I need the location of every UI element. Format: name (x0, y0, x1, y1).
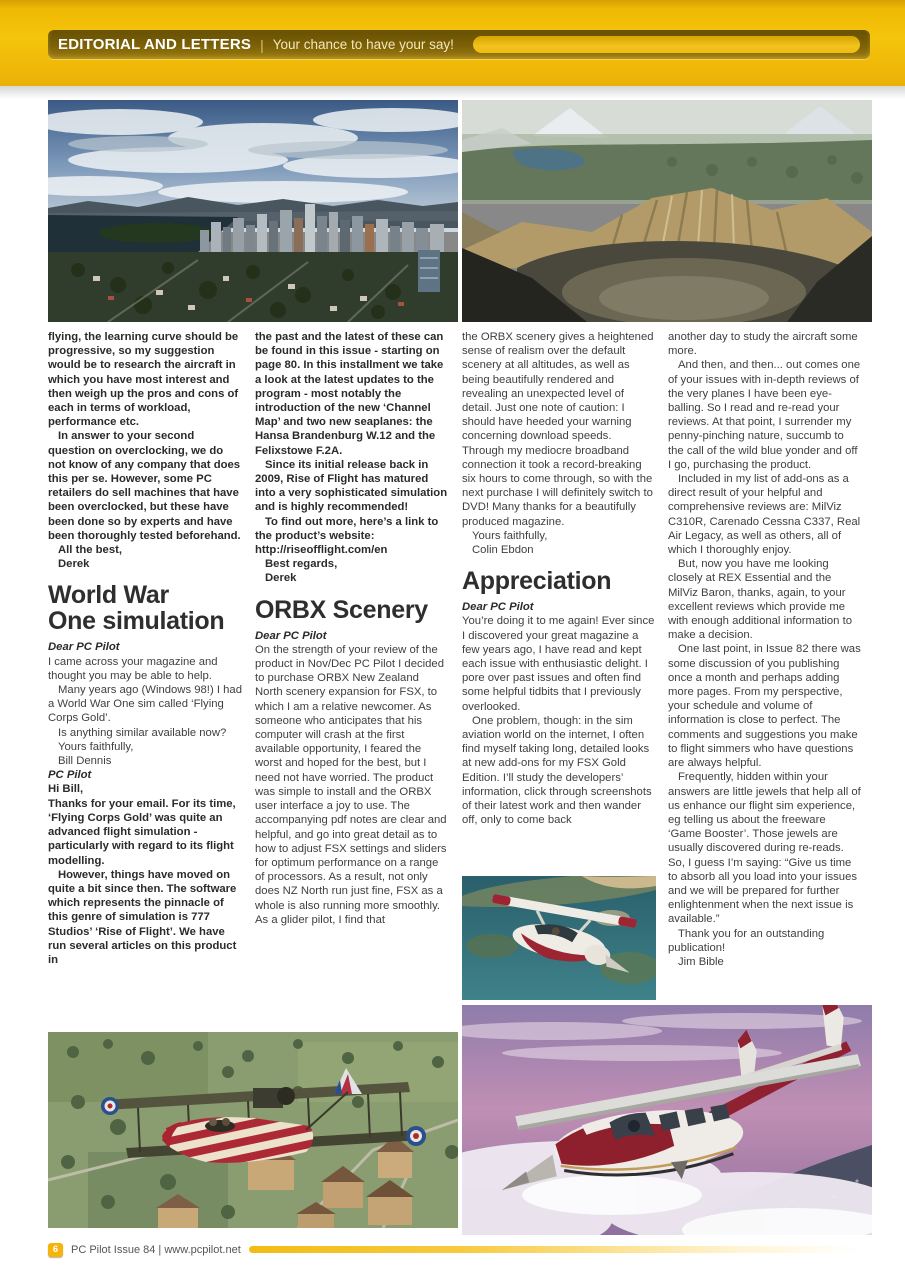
page-footer (48, 1242, 860, 1257)
letter-paragraph: Included in my list of add-ons as a direct result of your helpful and comprehensive reviews are: MilViz C310R, Carenado Cessna C337, Real Air Legacy, as well as others, all of which I thoroughly enjoy. (668, 473, 861, 557)
signoff-name: Colin Ebdon (472, 544, 534, 557)
letter-paragraph: Frequently, hidden within your answers are little jewels that help all of us enhance our flight sim experience, eg telling us about the freeware ‘Game Booster’. Those jewels are usually discovered during re-reads. So, I guess I’m saying: “Give us time to absorb all you load into your issues and we will be prepared for further enlightenment when the next issue is available.” (668, 771, 861, 926)
biplane-illustration (48, 1032, 458, 1228)
letter-paragraph: another day to study the aircraft some more. (668, 331, 858, 358)
letter-salutation: Dear PC Pilot (48, 641, 120, 654)
cessna-illustration (462, 1005, 872, 1235)
heading-line-2: One simulation (48, 607, 225, 636)
letter-paragraph: One problem, though: in the sim aviation world on the internet, I often find myself taking long, detailed looks at new add-ons for my FSX Gold Edition. I’ll study the developers’ information, click through screenshots of their latest work and then wander off, only to come back (462, 714, 652, 827)
letter-salutation: Dear PC Pilot (462, 601, 534, 614)
banner-accent-bar (473, 36, 860, 53)
mountain-illustration (462, 100, 872, 322)
section-title: EDITORIAL AND LETTERS (58, 36, 252, 53)
letter-paragraph: Many years ago (Windows 98!) I had a World War One sim called ‘Flying Corps Gold’. (48, 684, 242, 725)
heading-world-war-one-simulation (48, 582, 242, 634)
mountain-terrain-image (462, 100, 872, 322)
signoff-line: All the best, (58, 544, 123, 557)
footer-rule (249, 1246, 860, 1253)
city-illustration (48, 100, 458, 322)
editor-reply-paragraph: To find out more, here’s a link to the product’s website: http://riseofflight.com/en (255, 515, 439, 557)
letter-paragraph: I came across your magazine and thought you may be able to help. (48, 655, 218, 682)
editor-reply-paragraph: In answer to your second question on overclocking, we do not know of any company that does this per se. However, some PC retailers do sell machines that have been overclocked, but these have been done so by experts and have been thoroughly tested beforehand. (48, 430, 241, 542)
column-4 (668, 330, 862, 969)
column-1 (48, 330, 242, 967)
heading-orbx-scenery: ORBX Scenery (255, 595, 428, 624)
biplane-over-village-image (48, 1032, 458, 1228)
editor-reply-paragraph: Since its initial release back in 2009, Rise of Flight has matured into a very sophisticated simulation and is highly recommended! (255, 458, 448, 514)
banner-divider: | (260, 36, 264, 53)
cessna-337-in-flight-image (462, 1005, 872, 1235)
column-3 (462, 330, 656, 828)
signoff-line: Yours faithfully, (472, 529, 548, 542)
header-shadow (0, 86, 905, 99)
editor-reply-paragraph: However, things have moved on quite a bit since then. The software which represents the pinnacle of this genre of simulation is 777 Studios’ ‘Rise of Flight’. We have run several articles on this product in (48, 868, 237, 966)
column-2 (255, 330, 449, 927)
letter-paragraph: On the strength of your review of the product in Nov/Dec PC Pilot I decided to purchase ORBX New Zealand North scenery expansion for FSX, to which I am a relative newcomer. As someone who anticipates that his computer will crash at the first available opportunity, I feared the worst and hoped for the best, but I need not have worried. The product was simple to install and the ORBX user interface a joy to use. The accompanying pdf notes are clear and helpful, and go into great detail as to how to adjust FSX settings and sliders for optimum performance on a range of processors. As a result, not only does NZ North run just fine, FSX as a whole is also running more smoothly. As a glider pilot, I find that (255, 643, 447, 926)
aircraft-over-islands-image (462, 876, 656, 1000)
section-banner (48, 30, 870, 59)
signoff-line: Best regards, (265, 558, 338, 571)
city-harbour-aerial-image (48, 100, 458, 322)
reply-label: PC Pilot (48, 769, 92, 782)
footer-text: PC Pilot Issue 84 | www.pcpilot.net (71, 1243, 241, 1256)
heading-line-1: World War (48, 581, 169, 610)
signoff-name: Jim Bible (678, 955, 724, 968)
signoff-name: Derek (265, 572, 297, 585)
signoff-name: Derek (58, 558, 90, 571)
signoff-name: Bill Dennis (58, 755, 112, 768)
letter-paragraph: But, now you have me looking closely at REX Essential and the MilViz Baron, thanks, again, to your excellent reviews which provide me with enough additional information to make a decision. (668, 558, 853, 642)
aircraft-illustration (462, 876, 656, 1000)
letter-salutation: Dear PC Pilot (255, 629, 327, 642)
page-number-badge: 6 (48, 1243, 63, 1257)
signoff-line: Yours faithfully, (58, 740, 134, 753)
letter-line: Is anything similar available now? (58, 726, 227, 739)
letter-paragraph: the ORBX scenery gives a heightened sense of realism over the default scenery at all altitudes, as well as being beautifully rendered and revealing an unexpected level of detail. Just one note of caution: I should have heeded your warning concerning download speeds. Through my mediocre broadband connection it took a record-breaking six hours to come through, so with the next purchase I will definitely switch to DVD! Many thanks for a beautifully produced magazine. (462, 331, 654, 528)
heading-appreciation: Appreciation (462, 567, 612, 596)
editor-reply-paragraph: flying, the learning curve should be progressive, so my suggestion would be to research the aircraft in which you have most interest and then weigh up the pros and cons of each in terms of workload, performance etc. (48, 331, 239, 429)
letter-paragraph: One last point, in Issue 82 there was some discussion of you publishing once a month and perhaps adding more pages. From my perspective, your schedule and volume of information is close to perfect. The comments and suggestions you make to flight simmers who have questions are always helpful. (668, 643, 861, 770)
editor-reply-paragraph: Thanks for your email. For its time, ‘Flying Corps Gold’ was quite an advanced flight simulation - particularly with regard to its flight modelling. (48, 797, 236, 867)
editor-reply-line: Hi Bill, (48, 783, 84, 796)
letter-paragraph: And then, and then... out comes one of your issues with in-depth reviews of the very planes I have been eye-balling. So I read and re-read your reviews. At that point, I surrender my penny-pinching nature, succumb to the call of the wild blue yonder and off I go, purchasing the product. (668, 359, 861, 471)
section-tagline: Your chance to have your say! (272, 37, 454, 52)
letter-paragraph: You’re doing it to me again! Ever since I discovered your great magazine a few years ago, I have read and kept each issue with enthusiastic delight. I pore over past issues and often find some helpful tidbits that I previously overlooked. (462, 615, 655, 713)
letter-paragraph: Thank you for an outstanding publication! (668, 927, 825, 954)
page-header-band (0, 0, 905, 86)
editor-reply-paragraph: the past and the latest of these can be found in this issue - starting on page 80. In this installment we take a look at the latest updates to the program - most notably the introduction of the new ‘Channel Map’ and two new seaplanes: the Hansa Brandenburg W.12 and the Felixstowe F.2A. (255, 331, 444, 457)
